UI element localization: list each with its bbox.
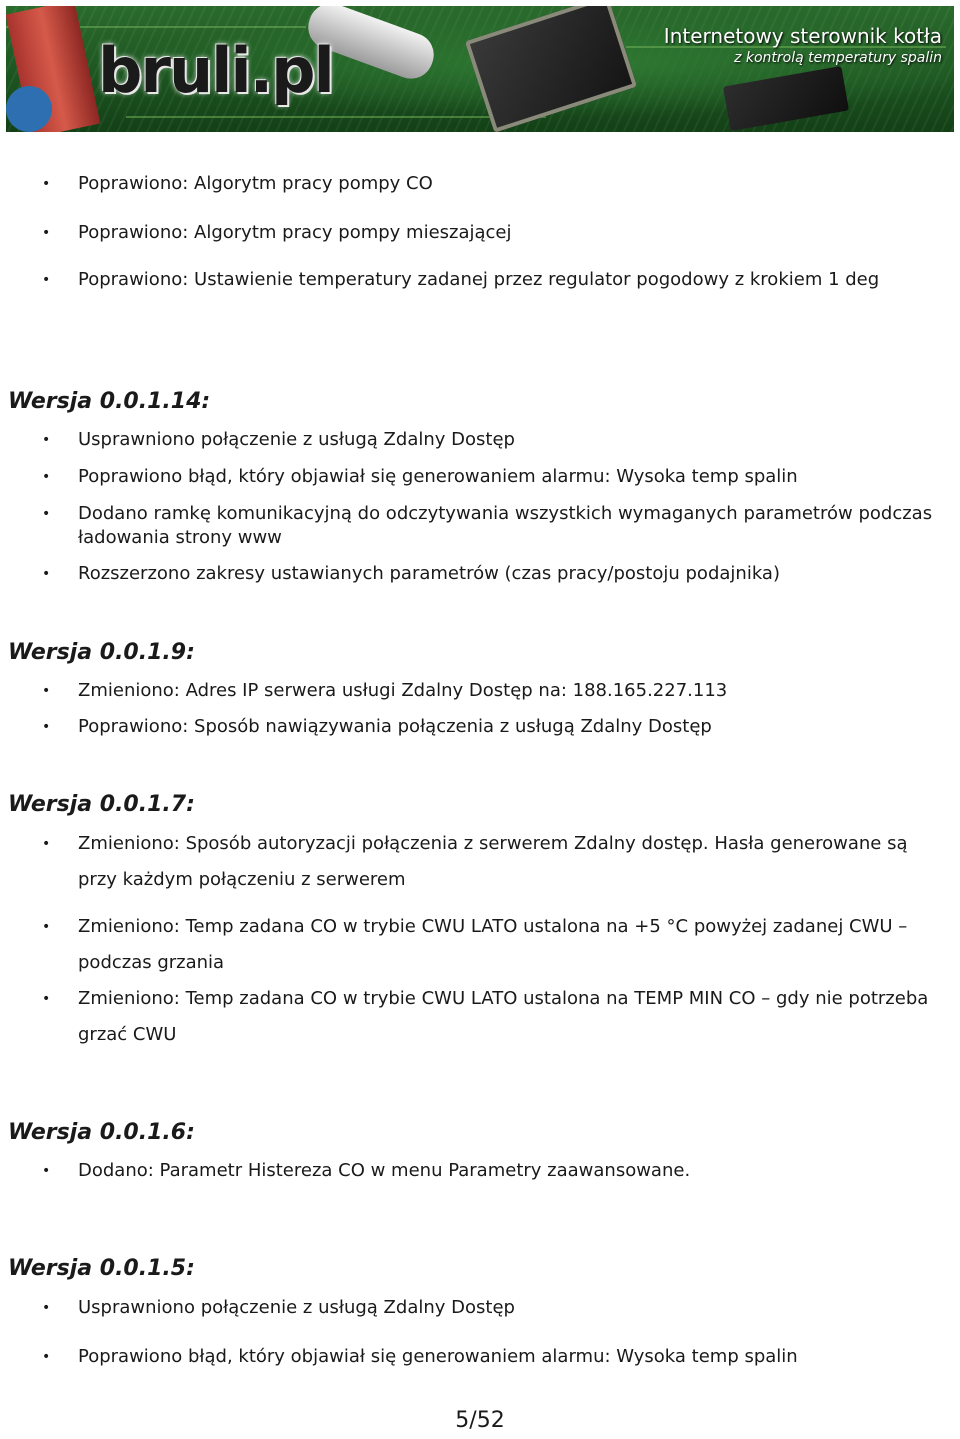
version-heading: Wersja 0.0.1.14: xyxy=(8,389,211,414)
list-item: • Dodano ramkę komunikacyjną do odczytywania wszystkich wymaganych parametrów podczas ładowania strony www xyxy=(42,503,933,548)
list-item: • Poprawiono błąd, który objawiał się generowaniem alarmu: Wysoka temp spalin xyxy=(78,459,938,495)
capacitor-graphic xyxy=(6,86,52,132)
list-item: • Poprawiono: Ustawienie temperatury zadanej przez regulator pogodowy z krokiem 1 deg xyxy=(78,262,938,298)
version-heading: Wersja 0.0.1.5: xyxy=(8,1256,195,1281)
list-item: • Usprawniono połączenie z usługą Zdalny Dostęp xyxy=(78,422,938,458)
list-item: • Zmieniono: Sposób autoryzacji połączenia z serwerem Zdalny dostęp. Hasła generowane są przy każdym połączeniu z serwerem xyxy=(78,826,938,898)
list-item: • Zmieniono: Adres IP serwera usługi Zdalny Dostęp na: 188.165.227.113 xyxy=(78,673,938,709)
bullet-icon: • xyxy=(42,225,51,241)
bullet-icon: • xyxy=(42,1300,51,1316)
list-item: • Poprawiono: Algorytm pracy pompy mieszającej xyxy=(78,215,938,251)
version-heading: Wersja 0.0.1.6: xyxy=(8,1120,195,1145)
list-item: • Zmieniono: Temp zadana CO w trybie CWU LATO ustalona na +5 °C powyżej zadanej CWU – podczas grzania xyxy=(78,909,938,981)
bullet-icon: • xyxy=(42,469,51,485)
bullet-icon: • xyxy=(42,991,51,1007)
bullet-icon: • xyxy=(42,919,51,935)
banner-tagline: Internetowy sterownik kotła xyxy=(663,24,942,48)
version-heading: Wersja 0.0.1.9: xyxy=(8,640,195,665)
microchip-graphic xyxy=(723,66,849,131)
list-item: • Zmieniono: Temp zadana CO w trybie CWU LATO ustalona na TEMP MIN CO – gdy nie potrzeba grzać CWU xyxy=(78,981,938,1053)
list-item: • Poprawiono: Algorytm pracy pompy CO xyxy=(78,166,938,202)
bullet-icon: • xyxy=(42,1349,51,1365)
bullet-icon: • xyxy=(42,272,51,288)
bullet-icon: • xyxy=(42,683,51,699)
bullet-icon: • xyxy=(42,719,51,735)
pcb-trace xyxy=(126,116,546,118)
site-logo: bruli.pl xyxy=(98,34,333,107)
microchip-graphic xyxy=(465,6,637,132)
list-item: • Rozszerzono zakresy ustawianych parametrów (czas pracy/postoju podajnika) xyxy=(78,556,938,592)
bullet-icon: • xyxy=(42,506,51,522)
bullet-icon: • xyxy=(42,566,51,582)
bullet-icon: • xyxy=(42,432,51,448)
bullet-icon: • xyxy=(42,176,51,192)
list-item: • Poprawiono błąd, który objawiał się generowaniem alarmu: Wysoka temp spalin xyxy=(78,1339,938,1375)
header-banner xyxy=(6,6,954,132)
list-item: • Poprawiono: Sposób nawiązywania połączenia z usługą Zdalny Dostęp xyxy=(78,709,938,745)
list-item: • Usprawniono połączenie z usługą Zdalny Dostęp xyxy=(78,1290,938,1326)
list-item: • Dodano: Parametr Histereza CO w menu Parametry zaawansowane. xyxy=(78,1153,938,1189)
bullet-icon: • xyxy=(42,1163,51,1179)
page-number: 5/52 xyxy=(455,1408,505,1433)
version-heading: Wersja 0.0.1.7: xyxy=(8,792,195,817)
banner-subtagline: z kontrolą temperatury spalin xyxy=(734,50,942,66)
bullet-icon: • xyxy=(42,836,51,852)
